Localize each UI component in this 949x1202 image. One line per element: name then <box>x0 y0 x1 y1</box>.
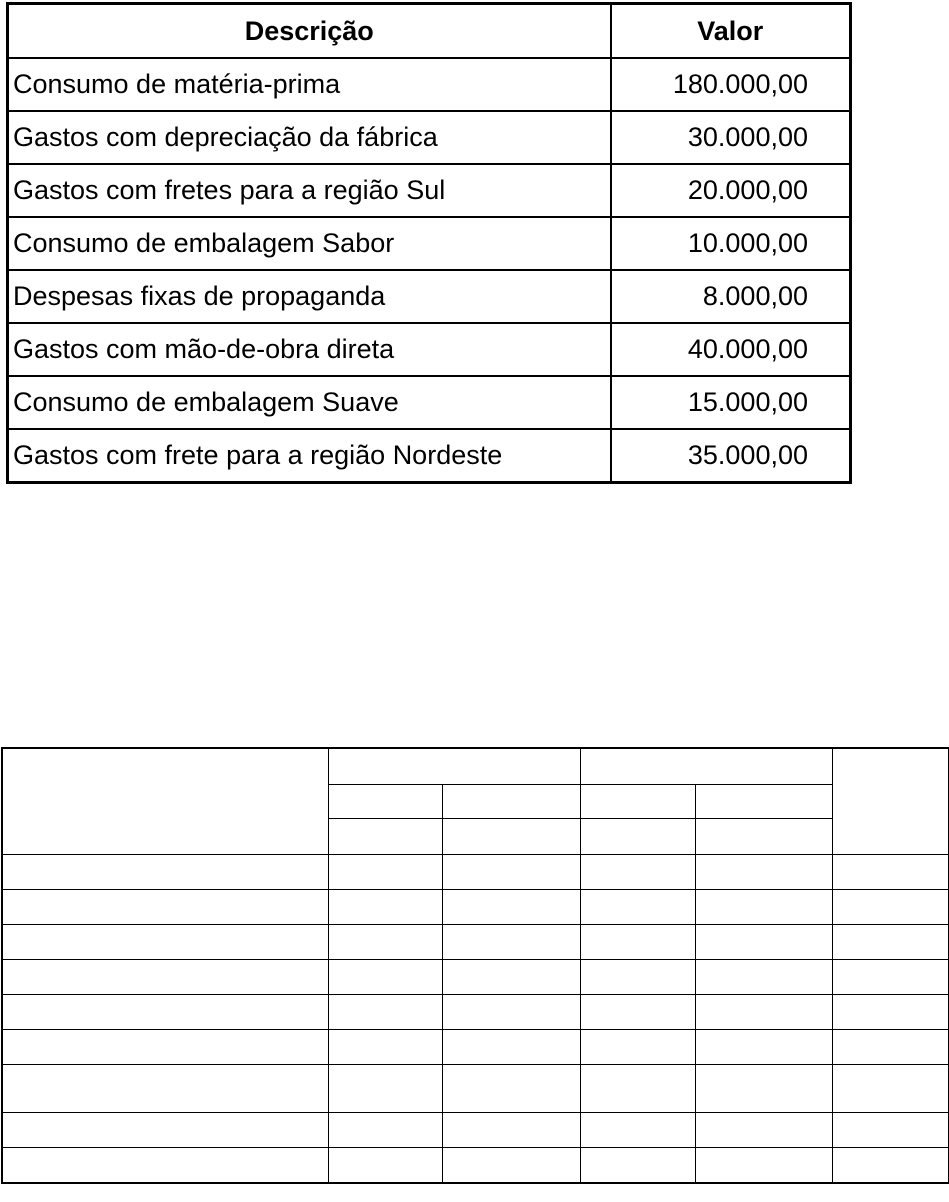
grid-cell <box>2 1148 328 1184</box>
grid-cell <box>832 995 949 1030</box>
table-row <box>8 217 851 270</box>
grid-cell <box>695 960 832 995</box>
grid-row <box>2 890 949 925</box>
grid-cell <box>832 1030 949 1065</box>
grid-row <box>2 925 949 960</box>
table-row <box>8 429 851 483</box>
grid-cell <box>328 995 442 1030</box>
grid-row <box>2 1148 949 1184</box>
blank-grid-table <box>1 747 949 1184</box>
grid-row <box>2 1065 949 1113</box>
grid-cell <box>2 890 328 925</box>
grid-header-cell <box>328 748 580 785</box>
grid-header-cell <box>695 819 832 855</box>
row-description: Gastos com depreciação da fábrica <box>8 111 611 164</box>
grid-cell <box>2 855 328 890</box>
grid-cell <box>580 960 695 995</box>
grid-cell <box>328 855 442 890</box>
grid-cell <box>442 890 580 925</box>
grid-cell <box>442 1148 580 1184</box>
grid-cell <box>832 925 949 960</box>
grid-header-cell <box>695 785 832 819</box>
grid-cell <box>580 1030 695 1065</box>
grid-cell <box>2 1065 328 1113</box>
grid-cell <box>328 925 442 960</box>
row-value: 20.000,00 <box>611 164 851 217</box>
row-value: 40.000,00 <box>611 323 851 376</box>
grid-cell <box>695 1113 832 1148</box>
cost-table <box>6 2 852 484</box>
grid-cell <box>328 960 442 995</box>
row-value: 180.000,00 <box>611 58 851 111</box>
grid-row <box>2 995 949 1030</box>
row-description: Despesas fixas de propaganda <box>8 270 611 323</box>
grid-cell <box>442 1030 580 1065</box>
grid-cell <box>832 890 949 925</box>
grid-cell <box>695 1065 832 1113</box>
grid-cell <box>2 960 328 995</box>
table-row <box>8 58 851 111</box>
grid-cell <box>832 1113 949 1148</box>
grid-row <box>2 855 949 890</box>
table-row <box>8 376 851 429</box>
grid-row <box>2 1030 949 1065</box>
grid-cell <box>2 925 328 960</box>
grid-cell <box>832 855 949 890</box>
grid-row <box>2 960 949 995</box>
grid-cell <box>580 890 695 925</box>
grid-header-cell <box>580 785 695 819</box>
grid-header-cell <box>2 748 328 855</box>
grid-header-cell <box>832 748 949 855</box>
header-description: Descrição <box>8 4 611 59</box>
grid-cell <box>580 925 695 960</box>
grid-cell <box>442 995 580 1030</box>
grid-cell <box>580 1113 695 1148</box>
row-description: Consumo de matéria-prima <box>8 58 611 111</box>
grid-header-cell <box>328 819 442 855</box>
table-row <box>8 270 851 323</box>
table-row <box>8 323 851 376</box>
grid-cell <box>442 1113 580 1148</box>
grid-cell <box>328 1065 442 1113</box>
table-row <box>8 111 851 164</box>
grid-cell <box>832 960 949 995</box>
grid-cell <box>695 1030 832 1065</box>
grid-cell <box>442 925 580 960</box>
grid-header-cell <box>442 785 580 819</box>
grid-cell <box>695 995 832 1030</box>
grid-cell <box>695 890 832 925</box>
grid-cell <box>580 1148 695 1184</box>
grid-header-cell <box>580 819 695 855</box>
grid-cell <box>2 1030 328 1065</box>
row-description: Consumo de embalagem Suave <box>8 376 611 429</box>
row-description: Gastos com fretes para a região Sul <box>8 164 611 217</box>
grid-cell <box>328 1113 442 1148</box>
grid-cell <box>832 1065 949 1113</box>
grid-cell <box>580 1065 695 1113</box>
grid-cell <box>832 1148 949 1184</box>
grid-cell <box>442 855 580 890</box>
grid-header-row <box>2 748 949 785</box>
grid-cell <box>442 960 580 995</box>
grid-cell <box>695 1148 832 1184</box>
row-value: 8.000,00 <box>611 270 851 323</box>
grid-header-cell <box>328 785 442 819</box>
row-value: 35.000,00 <box>611 429 851 483</box>
grid-header-cell <box>442 819 580 855</box>
table-row <box>8 164 851 217</box>
grid-cell <box>580 855 695 890</box>
header-value: Valor <box>611 4 851 59</box>
grid-cell <box>328 1148 442 1184</box>
row-value: 15.000,00 <box>611 376 851 429</box>
row-description: Gastos com frete para a região Nordeste <box>8 429 611 483</box>
grid-cell <box>328 1030 442 1065</box>
grid-cell <box>2 995 328 1030</box>
row-description: Consumo de embalagem Sabor <box>8 217 611 270</box>
row-description: Gastos com mão-de-obra direta <box>8 323 611 376</box>
grid-cell <box>442 1065 580 1113</box>
grid-header-cell <box>580 748 832 785</box>
grid-cell <box>2 1113 328 1148</box>
row-value: 10.000,00 <box>611 217 851 270</box>
cost-table-header-row <box>8 4 851 59</box>
row-value: 30.000,00 <box>611 111 851 164</box>
grid-cell <box>328 890 442 925</box>
grid-cell <box>580 995 695 1030</box>
grid-cell <box>695 925 832 960</box>
grid-cell <box>695 855 832 890</box>
grid-row <box>2 1113 949 1148</box>
